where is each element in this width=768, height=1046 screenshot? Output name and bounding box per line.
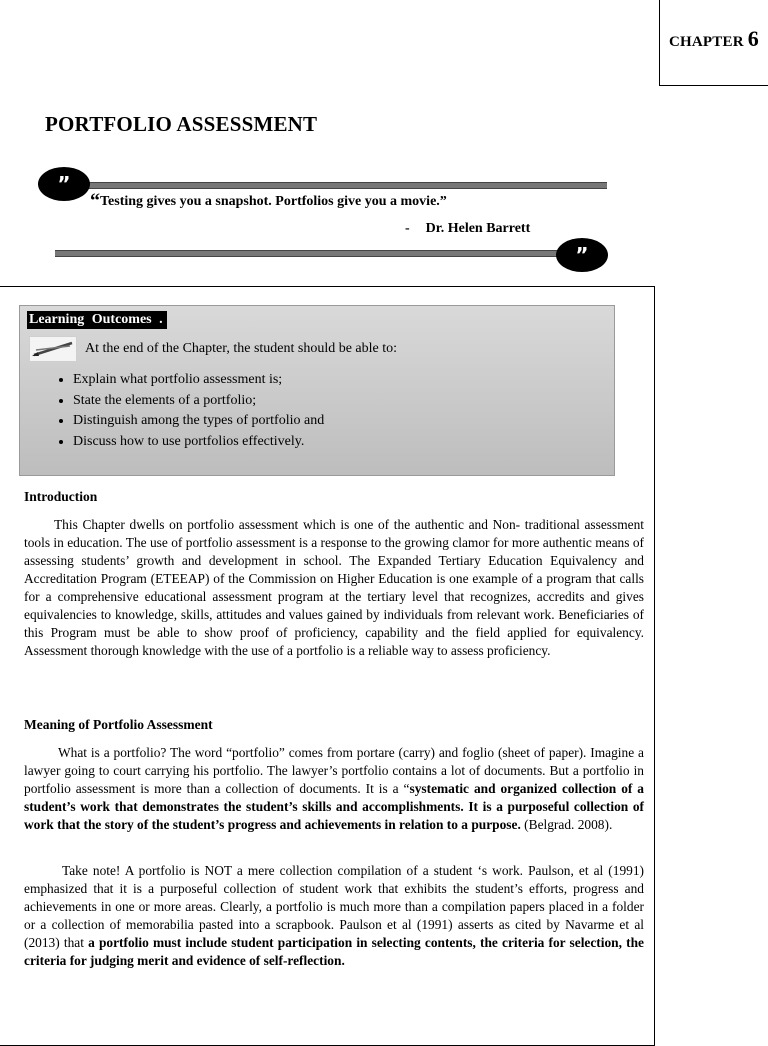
- learning-outcomes-list: [35, 370, 324, 452]
- quote-bar-bottom: [55, 250, 560, 257]
- pen-icon: [29, 336, 77, 362]
- quote-bar-top: [88, 182, 607, 189]
- page-title: PORTFOLIO ASSESSMENT: [45, 112, 318, 136]
- meaning-p1-text: What is a portfolio? The word “portfolio” comes from portare (carry) and foglio (sheet of paper). Imagine a lawyer going to court carrying his portfolio. The lawyer’s portfolio contains a lot of documents. But a portfolio in portfolio assessment is more than a collection of documents. It is a “: [24, 745, 644, 796]
- quote-dash: -: [405, 221, 410, 236]
- learning-outcomes-title: Learning Outcomes .: [27, 311, 167, 329]
- meaning-p2-text: Take note! A portfolio is NOT a mere collection compilation of a student ‘s work. Paulson, et al (1991) emphasized that it is a purposeful collection of student work that exhibits the student’s efforts, progress and achievements in one or more areas. Clearly, a portfolio is much more than a compilation papers placed in a folder or a collection of memorabilia pasted into a scrapbook. Paulson et al (1991) asserts as cited by Navarme et al (2013) that: [24, 863, 644, 950]
- list-item: • Distinguish among the types of portfolio and: [73, 411, 324, 432]
- introduction-heading: Introduction: [24, 489, 98, 504]
- meaning-paragraph-1: [24, 744, 644, 834]
- open-quote-icon: ”: [38, 167, 90, 201]
- chapter-word: CHAPTER: [669, 34, 744, 50]
- meaning-p1-citation: (Belgrad. 2008).: [520, 817, 613, 832]
- introduction-paragraph: This Chapter dwells on portfolio assessment which is one of the authentic and Non- traditional assessment tools in education. The use of portfolio assessment is a response to the growing clamor for more authentic means of assessing students’ growth and development in school. The Expanded Tertiary Education Equivalency and Accreditation Program (ETEEAP) of the Commission on Higher Education is one example of a program that calls for a comprehensive educational assessment program at the tertiary level that recognizes, accredits and gives equivalencies to knowledge, skills, attitudes and values gained by individuals from relevant work. Beneficiaries of this Program must be able to show proof of proficiency, capability and the field applied for equivalency. Assessment thorough knowledge with the use of a portfolio is a reliable way to assess proficiency.: [24, 517, 644, 658]
- list-item: • Explain what portfolio assessment is;: [73, 370, 324, 391]
- quote-lead-mark: “: [90, 190, 100, 212]
- quote-author: [405, 221, 530, 237]
- meaning-p1-definition: systematic and organized collection of a student’s work that demonstrates the student’s skills and accomplishments. It is a purposeful collection of work that the story of the student’s progress and achievements in relation to a purpose.: [24, 781, 644, 832]
- meaning-paragraph-2: [24, 862, 644, 970]
- list-item: • State the elements of a portfolio;: [73, 391, 324, 412]
- meaning-p2-emphasis: a portfolio must include student participation in selecting contents, the criteria for selection, the criteria for judging merit and evidence of self-reflection.: [24, 935, 644, 968]
- quote-text: [90, 190, 447, 213]
- meaning-heading: Meaning of Portfolio Assessment: [24, 717, 213, 732]
- quote-body: Testing gives you a snapshot. Portfolios give you a movie.”: [100, 194, 447, 209]
- quote-author-name: Dr. Helen Barrett: [425, 221, 531, 236]
- list-item: • Discuss how to use portfolios effectively.: [73, 432, 324, 453]
- chapter-number: 6: [747, 26, 759, 51]
- chapter-label: [669, 26, 759, 52]
- learning-outcomes-intro: At the end of the Chapter, the student should be able to:: [85, 341, 398, 356]
- close-quote-icon: ”: [556, 238, 608, 272]
